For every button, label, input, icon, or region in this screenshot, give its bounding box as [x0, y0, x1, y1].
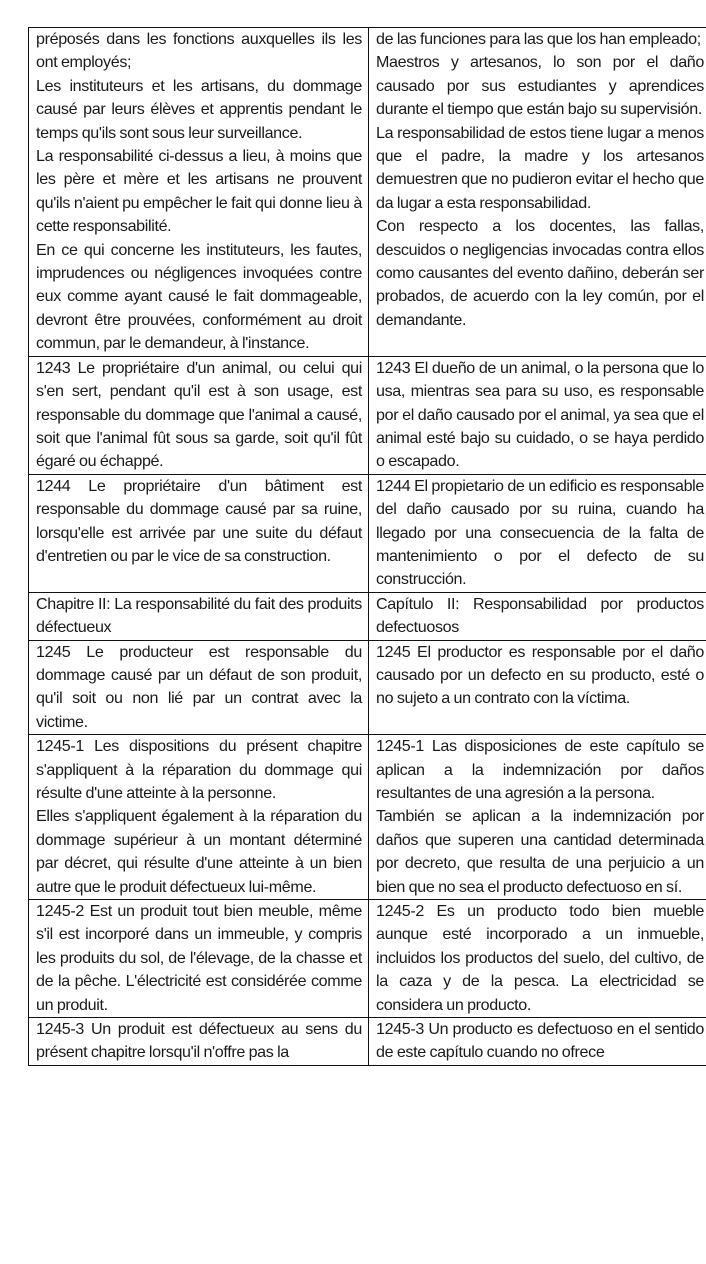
bilingual-table: [28, 27, 706, 1066]
spanish-paragraph: También se aplican a la indemnización por daños que superen una cantidad determinada por decreto, que resulta de una perjuicio a un bien que no sea el producto defectuoso en sí.: [376, 807, 704, 896]
table-row: [29, 735, 706, 900]
spanish-paragraph: 1245-2 Es un producto todo bien mueble aunque esté incorporado a un inmueble, incluidos los productos del suelo, del cultivo, de la caza y de la pesca. La electricidad se considera un producto.: [376, 902, 704, 1014]
spanish-cell: [369, 640, 706, 735]
french-paragraph: 1244 Le propriétaire d'un bâtiment est responsable du dommage causé par sa ruine, lorsqu'elle est arrivée par une suite du défaut d'entretien ou par le vice de sa construction.: [36, 476, 362, 565]
french-paragraph: Elles s'appliquent également à la réparation du dommage supérieur à un montant déterminé par décret, qui résulte d'une atteinte à un bien autre que le produit défectueux lui-même.: [36, 807, 362, 896]
french-cell: [29, 592, 369, 640]
french-paragraph: 1245-2 Est un produit tout bien meuble, même s'il est incorporé dans un immeuble, y compris les produits du sol, de l'élevage, de la chasse et de la pêche. L'électricité est considérée comme un produit.: [36, 902, 362, 1014]
french-cell: [29, 474, 369, 592]
spanish-paragraph: La responsabilidad de estos tiene lugar a menos que el padre, la madre y los artesanos demuestren que no pudieron evitar el hecho que da lugar a esta responsabilidad.: [376, 123, 704, 212]
french-chapter-heading: Chapitre II: La responsabilité du fait des produits défectueux: [36, 594, 362, 637]
spanish-paragraph: de las funciones para las que los han empleado;: [376, 30, 701, 48]
table-row: [29, 474, 706, 592]
spanish-paragraph: Maestros y artesanos, lo son por el daño causado por sus estudiantes y aprendices durante el tiempo que están bajo su supervisión.: [376, 53, 704, 119]
french-cell: [29, 356, 369, 474]
table-row: [29, 28, 706, 357]
french-cell: [29, 640, 369, 735]
french-paragraph: 1245 Le producteur est responsable du dommage causé par un défaut de son produit, qu'il soit ou non lié par un contrat avec la victime.: [36, 642, 362, 731]
french-cell: [29, 28, 369, 357]
french-paragraph: En ce qui concerne les instituteurs, les fautes, imprudences ou négligences invoquées contre eux comme ayant causé le fait dommageable, devront être prouvées, conformément au droit commun, par le demandeur, à l'instance.: [36, 240, 362, 353]
spanish-paragraph: 1245-1 Las disposiciones de este capítulo se aplican a la indemnización por daños resultantes de una agresión a la persona.: [376, 737, 704, 802]
spanish-cell: [369, 28, 706, 357]
spanish-cell: [369, 592, 706, 640]
french-cell: [29, 735, 369, 900]
spanish-cell: [369, 474, 706, 592]
french-paragraph: Les instituteurs et les artisans, du dommage causé par leurs élèves et apprentis pendant le temps qu'ils sont sous leur surveillance.: [36, 76, 362, 142]
french-paragraph: préposés dans les fonctions auxquelles ils les ont employés;: [36, 30, 362, 72]
spanish-cell: [369, 735, 706, 900]
table-row: [29, 592, 706, 640]
table-row: [29, 900, 706, 1018]
french-paragraph: 1243 Le propriétaire d'un animal, ou celui qui s'en sert, pendant qu'il est à son usage, est responsable du dommage que l'animal a causé, soit que l'animal fût sous sa garde, soit qu'il fût égaré ou échappé.: [36, 358, 362, 471]
spanish-paragraph: Con respecto a los docentes, las fallas, descuidos o negligencias invocadas contra ellos como causantes del evento dañino, deberán ser probados, de acuerdo con la ley común, por el demandante.: [376, 217, 704, 329]
french-cell: [29, 1018, 369, 1066]
spanish-paragraph: 1245 El productor es responsable por el daño causado por un defecto en su producto, esté o no sujeto a un contrato con la víctima.: [376, 642, 704, 708]
spanish-cell: [369, 356, 706, 474]
spanish-paragraph: 1243 El dueño de un animal, o la persona que lo usa, mientras sea para su uso, es responsable por el daño causado por el animal, ya sea que el animal esté bajo su cuidado, o se haya perdido o escapado.: [376, 358, 704, 471]
french-cell: [29, 900, 369, 1018]
french-paragraph: 1245-3 Un produit est défectueux au sens du présent chapitre lorsqu'il n'offre pas la: [36, 1020, 362, 1062]
spanish-chapter-heading: Capítulo II: Responsabilidad por productos defectuosos: [376, 594, 704, 637]
french-paragraph: 1245-1 Les dispositions du présent chapitre s'appliquent à la réparation du dommage qui résulte d'une atteinte à la personne.: [36, 737, 362, 802]
spanish-paragraph: 1245-3 Un producto es defectuoso en el sentido de este capítulo cuando no ofrece: [376, 1020, 704, 1062]
table-row: [29, 1018, 706, 1066]
french-paragraph: La responsabilité ci-dessus a lieu, à moins que les père et mère et les artisans ne prouvent qu'ils n'aient pu empêcher le fait qui donne lieu à cette responsabilité.: [36, 147, 362, 236]
spanish-cell: [369, 1018, 706, 1066]
spanish-paragraph: 1244 El propietario de un edificio es responsable del daño causado por su ruina, cuando ha llegado por una consecuencia de la falta de mantenimiento o por el defecto de su construcción.: [376, 476, 704, 589]
spanish-cell: [369, 900, 706, 1018]
table-row: [29, 356, 706, 474]
table-row: [29, 640, 706, 735]
